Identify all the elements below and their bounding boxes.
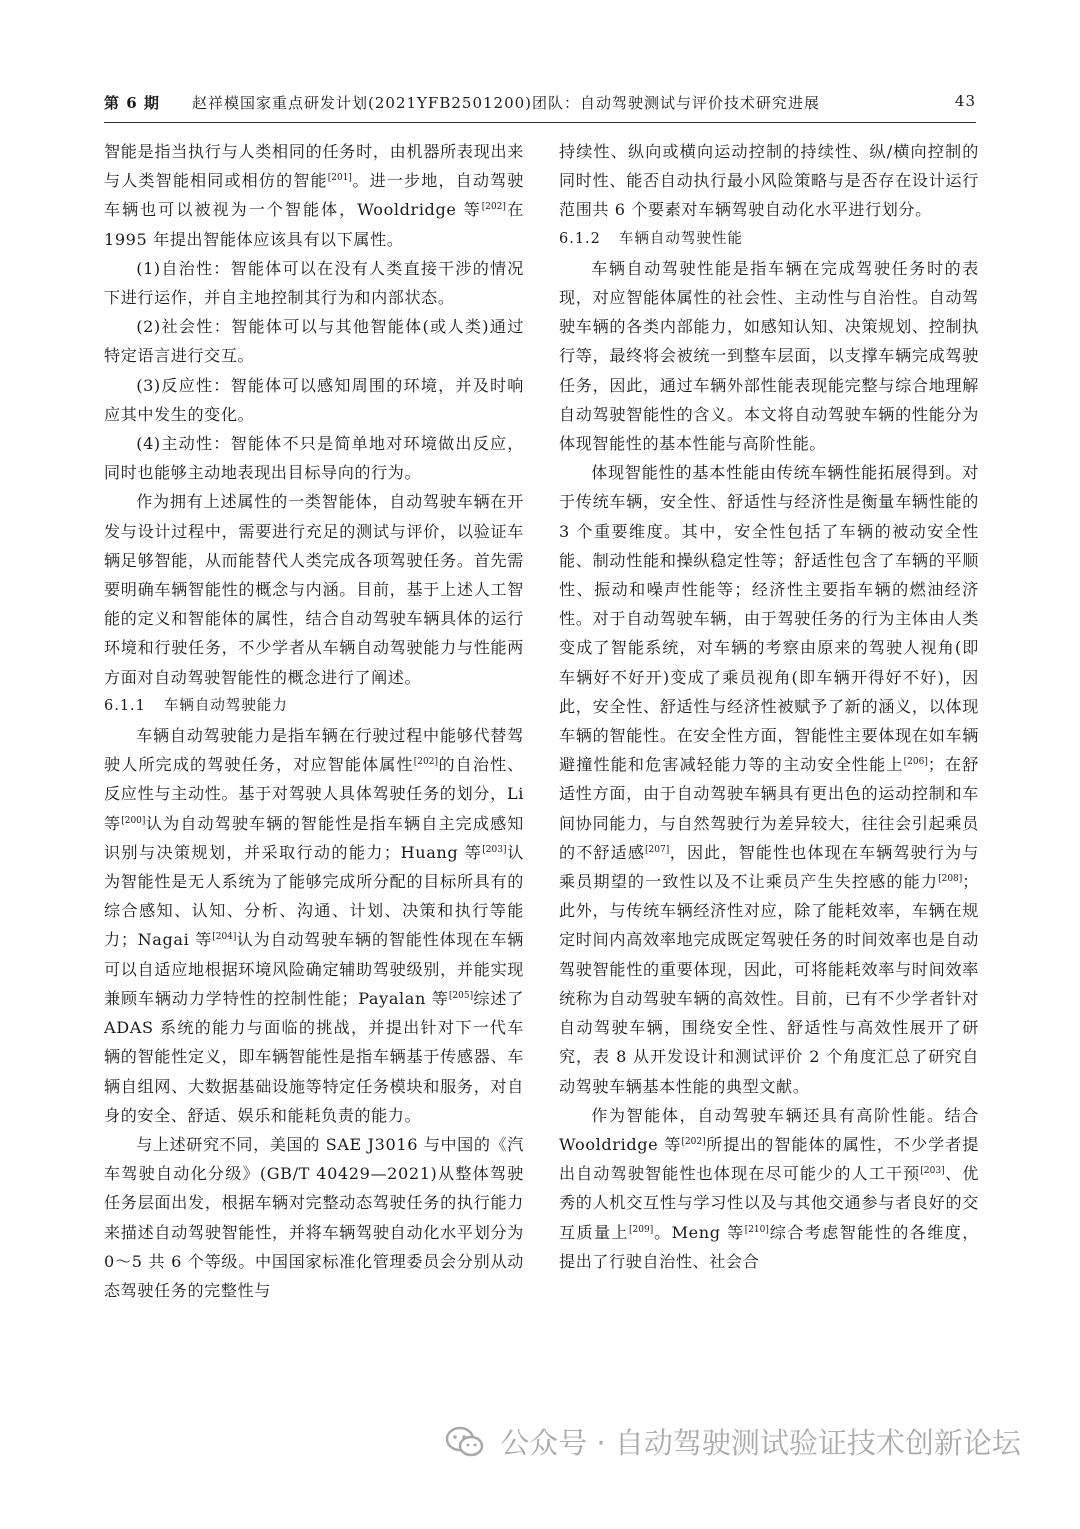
paragraph-intelligence-definition: 智能是指当执行与人类相同的任务时，由机器所表现出来与人类智能相同或相仿的智能[201]。进一步地，自动驾驶车辆也可以被视为一个智能体，Wooldridge 等[202]在 1995 年提出智能体应该具有以下属性。 (104, 142, 525, 249)
watermark-text: 公众号 · 自动驾驶测试验证技术创新论坛 (500, 1426, 1021, 1460)
page-number: 43 (954, 92, 976, 110)
wechat-icon (445, 1426, 485, 1458)
issue-label: 第 6 期 (104, 94, 160, 112)
paragraph-level-factors: 持续性、纵向或横向运动控制的持续性、纵/横向控制的同时性、能否自动执行最小风险策略与是否存在设计运行范围共 6 个要素对车辆驾驶自动化水平进行划分。 (559, 142, 979, 220)
paragraph-driving-capability: 车辆自动驾驶能力是指车辆在行驶过程中能够代替驾驶人所完成的驾驶任务，对应智能体属性[202]的自治性、反应性与主动性。基于对驾驶人具体驾驶任务的划分，Li 等[200]认为自动驾驶车辆的智能性是指车辆自主完成感知识别与决策规划，并采取行动的能力；Huang 等[203]认为智能性是无人系统为了能够完成所分配的目标所具有的综合感知、认知、分析、沟通、计划、决策和执行等能力；Nagai 等[204]认为自动驾驶车辆的智能性体现在车辆可以自适应地根据环境风险确定辅助驾驶级别，并能实现兼顾车辆动力学特性的控制性能；Payalan 等[205]综述了 ADAS 系统的能力与面临的挑战，并提出针对下一代车辆的智能性定义，即车辆智能性是指车辆基于传感器、车辆自组网、大数据基础设施等特定任务模块和服务，对自身的安全、舒适、娱乐和能耗负责的能力。 (104, 726, 524, 1125)
left-column (104, 137, 524, 1305)
paragraph-driving-performance: 车辆自动驾驶性能是指车辆在完成驾驶任务时的表现，对应智能体属性的社会性、主动性与自治性。自动驾驶车辆的各类内部能力，如感知认知、决策规划、控制执行等，最终将会被统一到整车层面，以支撑车辆完成驾驶任务，因此，通过车辆外部性能表现能完整与综合地理解自动驾驶智能性的含义。本文将自动驾驶车辆的性能分为体现智能性的基本性能与高阶性能。 (559, 258, 979, 454)
paragraph-autonomy: (1)自治性：智能体可以在没有人类直接干涉的情况下进行运作，并自主地控制其行为和内部状态。 (104, 258, 524, 308)
paragraph-sae-levels: 与上述研究不同，美国的 SAE J3016 与中国的《汽车驾驶自动化分级》(GB/T 40429—2021)从整体驾驶任务层面出发，根据车辆对完整动态驾驶任务的执行能力来描述自动驾驶智能性，并将车辆驾驶自动化水平划分为 0～5 共 6 个等级。中国国家标准化管理委员会分别从动态驾驶任务的完整性与 (104, 1134, 524, 1300)
header-rule (104, 122, 976, 123)
paragraph-proactivity: (4)主动性：智能体不只是简单地对环境做出反应，同时也能够主动地表现出目标导向的行为。 (104, 434, 524, 483)
section-heading-6-1-1: 6.1.1 车辆自动驾驶能力 (104, 697, 288, 714)
running-title: 赵祥模国家重点研发计划(2021YFB2501200)团队：自动驾驶测试与评价技术研究进展 (192, 94, 821, 112)
right-column (559, 137, 979, 1276)
paragraph-advanced-performance: 作为智能体，自动驾驶车辆还具有高阶性能。结合 Wooldridge 等[202]所提出的智能体的属性，不少学者提出自动驾驶智能性也体现在尽可能少的人工干预[203]、优秀的人机交互性与学习性以及与其他交通参与者良好的交互质量上[209]。Meng 等[210]综合考虑智能性的各维度，提出了行驶自治性、社会合 (559, 1105, 979, 1271)
section-heading-6-1-2: 6.1.2 车辆自动驾驶性能 (559, 230, 743, 247)
paragraph-basic-performance: 体现智能性的基本性能由传统车辆性能拓展得到。对于传统车辆，安全性、舒适性与经济性是衡量车辆性能的 3 个重要维度。其中，安全性包括了车辆的被动安全性能、制动性能和操纵稳定性等；舒适性包含了车辆的平顺性、振动和噪声性能等；经济性主要指车辆的燃油经济性。对于自动驾驶车辆，由于驾驶任务的行为主体由人类变成了智能系统，对车辆的考察由原来的驾驶人视角(即车辆好不好开)变成了乘员视角(即车辆开得好不好)，因此，安全性、舒适性与经济性被赋予了新的涵义，以体现车辆的智能性。在安全性方面，智能性主要体现在如车辆避撞性能和危害减轻能力等的主动安全性能上[206]；在舒适性方面，由于自动驾驶车辆具有更出色的运动控制和车间协同能力，与自然驾驶行为差异较大，往往会引起乘员的不舒适感[207]，因此，智能性也体现在车辆驾驶行为与乘员期望的一致性以及不让乘员产生失控感的能力[208]；此外，与传统车辆经济性对应，除了能耗效率，车辆在规定时间内高效率地完成既定驾驶任务的时间效率也是自动驾驶智能性的重要体现，因此，可将能耗效率与时间效率统称为自动驾驶车辆的高效性。目前，已有不少学者针对自动驾驶车辆，围绕安全性、舒适性与高效性展开了研究，表 8 从开发设计和测试评价 2 个角度汇总了研究自动驾驶车辆基本性能的典型文献。 (559, 463, 980, 1096)
paragraph-sociality: (2)社会性：智能体可以与其他智能体(或人类)通过特定语言进行交互。 (104, 317, 524, 366)
paragraph-reactivity: (3)反应性：智能体可以感知周围的环境，并及时响应其中发生的变化。 (104, 375, 524, 424)
watermark (445, 1421, 1055, 1473)
running-header (104, 86, 976, 116)
paragraph-intelligent-agent: 作为拥有上述属性的一类智能体，自动驾驶车辆在开发与设计过程中，需要进行充足的测试与评价，以验证车辆足够智能，从而能替代人类完成各项驾驶任务。首先需要明确车辆智能性的概念与内涵。目前，基于上述人工智能的定义和智能体的属性，结合自动驾驶车辆具体的运行环境和行驶任务，不少学者从车辆自动驾驶能力与性能两方面对自动驾驶智能性的概念进行了阐述。 (104, 492, 524, 687)
